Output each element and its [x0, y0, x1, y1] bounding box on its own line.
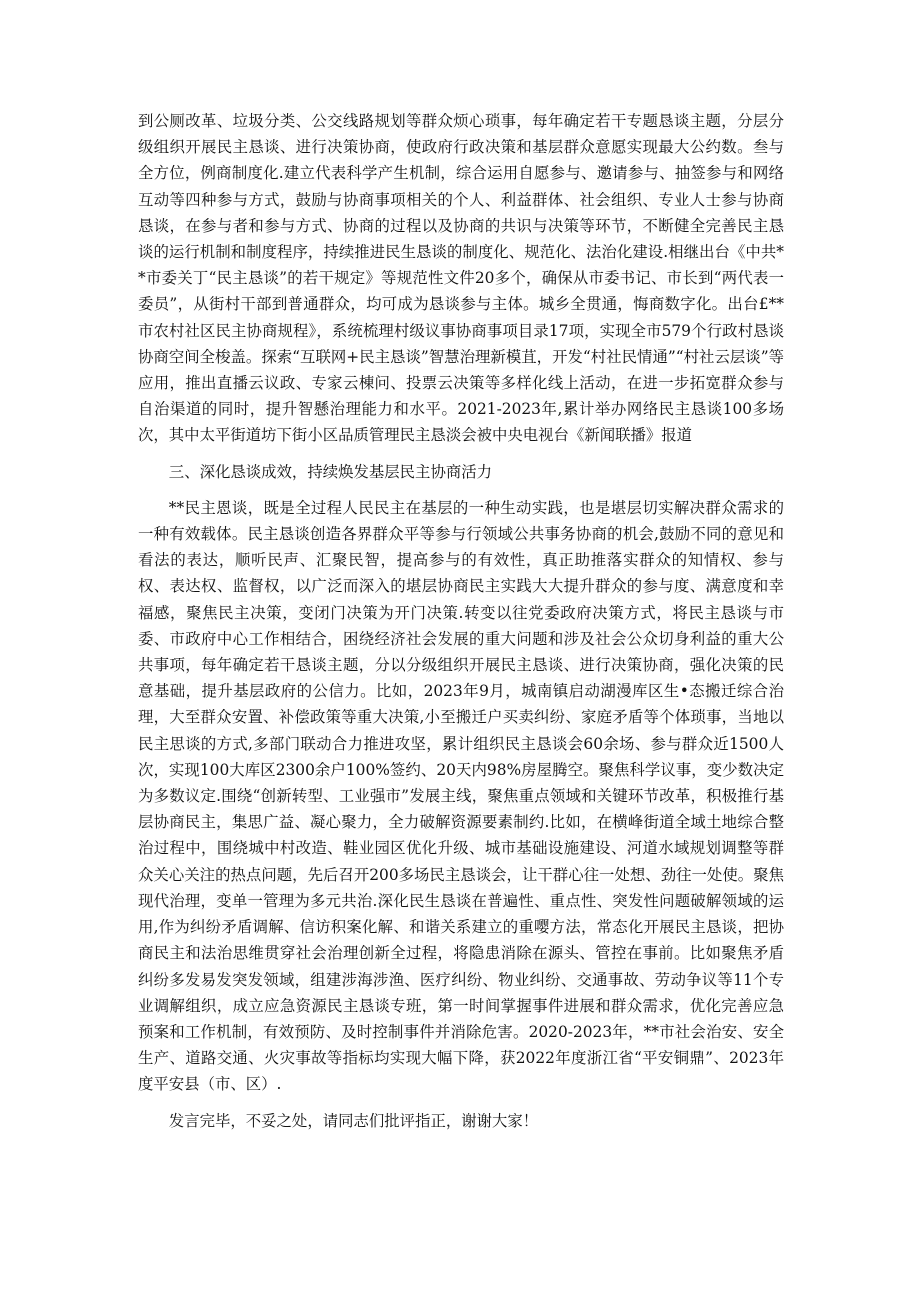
section-heading: 三、深化恳谈成效，持续焕发基层民主协商活力: [168, 462, 493, 481]
closing-remark: 发言完毕，不妥之处，请同志们批评指正，谢谢大家！: [168, 1111, 539, 1130]
body-paragraph: 到公厕改革、垃圾分类、公交线路规划等群众烦心琐事，每年确定若干专题恳谈主题，分层分级组织开展民主恳谈、进行决策协商，使政府行政决策和基层群众意愿实现最大公约数。叁与全方位，例商制度化.建立代表科学产生机制，综合运用自愿参与、邀请参与、抽签参与和网络互动等四种参与方式，鼓励与协商事项相关的个人、利益群体、社会组织、专业人士参与协商恳谈，在参与者和参与方式、协商的过程以及协商的共识与决策等环节，不断健全完善民主恳谈的运行机制和制度程序，持续推进民生恳谈的制度化、规范化、法治化建设.相继出台《中共**市委关丁“民主恳谈”的若干规定》等规范性文件20多个，确保从市委书记、市长到“两代表一委员”，从街村干部到普通群众，均可成为恳谈参与主体。城乡全贯通，悔商数字化。出台£**市农村社区民主协商规程》，系统梳理村级议事协商事项目录17项，实现全市579个行政村恳谈协商空间全梭盖。探索“互联网+民主恳谈”智慧治理新模苴，开发“村社民情通”“村社云层谈”等应用，推出直播云议政、专家云棟问、投票云决策等多样化线上活动，在进一步拓宽群众参与自治渠道的同时，提升智懸治理能力和水平。2021-2023年,累计举办网络民主恳谈100多场次，其中太平街道坊下街小区品质管理民主恳淡会被中央电视台《新闻联播》报道: [138, 112, 784, 445]
body-paragraph: **民主恩谈，既是全过程人民民主在基层的一种生动实践，也是堪层切实解决群众需求的一种有效载体。民主恳谈创造各界群众平等参与行领域公共事务协商的机会,鼓励不同的意见和看法的表达，顺听民声、汇聚民智，提高参与的有效性，真正助推落实群众的知情权、参与权、表达权、监督权，以广泛而深入的堪层协商民主实践大大提升群众的参与度、满意度和幸福感，聚焦民主决策，变闭门决策为开门决策.转变以往党委政府决策方式，将民主恳谈与市委、市政府中心工作相结合，困绕经济社会发展的重大问题和涉及社会公众切身利益的重大公共事项，每年确定若干恳谈主题，分以分级组织开展民主恳谈、进行决策协商，强化决策的民意基础，提升基层政府的公信力。比如，2023年9月，城南镇启动湖漫库区生•态搬迁综合治理，大至群众安置、补偿政策等重大决策,小至搬迁户买卖纠纷、家庭矛盾等个体琐事，当地以民主思谈的方式,多部门联动合力推进攻坚，累计组织民主恳谈会60余场、参与群众近1500人次，实现100大库区2300余户100%签约、20天内98%房屋腾空。聚焦科学议事，变少数决定为多数议定.围绕“创新转型、工业强市”发展主线，聚焦重点领域和关键环节改革，积极推行基层协商民主，集思广益、凝心聚力，全力破解资源要素制约.比如，在横峰街道全域土地综合整治过程中，围绕城中村改造、鞋业园区优化升级、城市基础设施建设、河道水域规划调整等群众关心关注的热点问题，先后召开200多场民主恳谈会，让干群心往一处想、劲往一处使。聚焦现代治理，变单一管理为多元共治.深化民生恳谈在普遍性、重点性、突发性问题破解领域的运用,作为纠纷矛盾调解、信访积案化解、和谐关系建立的重嘤方法，常态化开展民主恳谈，把协商民主和法治思维贯穿社会治理创新全过程，将隐患消除在源头、管控在事前。比如聚焦矛盾纠纷多发易发突发领域，组建涉海涉渔、医疗纠纷、物业纠纷、交通事故、劳动争议等11个专业调解组织，成立应急资源民主恳谈专班，第一时间掌握事件进展和群众需求，优化完善应急预案和工作机制，有效预防、及时控制事件并消除危害。2020-2023年，**市社会治安、安全生产、道路交通、火灾事故等指标均实现大幅下降，获2022年度浙江省“平安铜鼎”、2023年度平安县（市、区）.: [138, 498, 784, 1094]
document-page: [138, 108, 784, 1134]
